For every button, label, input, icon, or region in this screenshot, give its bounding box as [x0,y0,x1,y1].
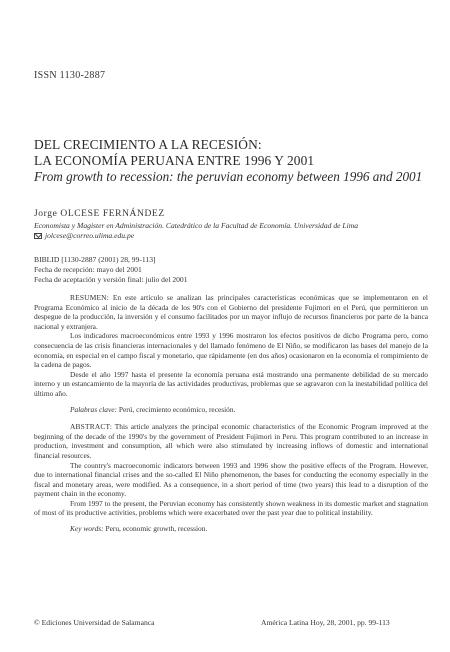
author-email[interactable]: jolcese@correo.ulima.edu.pe [45,231,135,240]
biblid-reference: BIBLID [1130-2887 (2001) 28, 99-113] [34,255,156,264]
journal-citation-footer: América Latina Hoy, 28, 2001, pp. 99-113 [261,618,390,627]
key-words: Key words: Peru, economic growth, recession. [70,524,208,534]
title-line: LA ECONOMÍA PERUANA ENTRE 1996 Y 2001 [34,153,315,168]
mail-icon [34,233,42,239]
publisher-footer: © Ediciones Universidad de Salamanca [34,618,155,627]
palabras-clave: Palabras clave: Perú, crecimiento económico, recesión. [70,404,236,414]
article-title-english: From growth to recession: the peruvian economy between 1996 and 2001 [34,169,423,184]
biblid-block [34,255,188,285]
resumen-paragraph: Desde el año 1997 hasta el presente la economía peruana está mostrando una permanente debilidad de su mercado interno y un estancamiento de la mayoría de las actividades productivas, problemas que se agravaron con la inestabilidad política del último año. [34,369,428,398]
author-description: Economista y Magister en Administración. Catedrático de la Facultad de Economía. Universidad de Lima [34,221,359,230]
palabras-clave-label: Palabras clave: [70,404,117,414]
title-line: DEL CRECIMIENTO A LA RECESIÓN: [34,137,262,152]
resumen-paragraph: Los indicadores macroeconómicos entre 1993 y 1996 mostraron los efectos positivos de dicho Programa pero, como consecuencia de las crisis financieras internacionales y del llamado fenómeno de El Niño, se modificaron las bases del manejo de la economía, en especial en el campo fiscal y monetario, que rápidamente (en dos años) ocasionaron en la economía el rompimiento de la cadena de pagos. [34,331,428,370]
abstract-paragraph: From 1997 to the present, the Peruvian economy has consistently shown weakness in its domestic market and stagnation of most of its productive activities, problems which were exacerbated over the past year due to political instability. [34,498,428,518]
abstract-paragraph: The country's macroeconomic indicators between 1993 and 1996 show the positive effects of the Program. However, due to international financial crises and the so-called El Niño phenomenon, the bases for conducting the economy especially in the fiscal and monetary areas, were modified. As a consequence, in a short period of time (two years) this lead to a disruption of the payment chain in the economy. [34,460,428,499]
resumen-label: RESUMEN: [70,293,109,302]
resumen-paragraph: RESUMEN: En este artículo se analizan las principales características económicas que se implementaron en el Programa Económico al inicio de la década de los 90's con el Gobierno del presidente Fujimori en el Perú, que permitieron un despegue de la producción, la inversión y el consumo facilitados por un mayor influjo de recursos financieros por parte de la banca nacional y extranjera. [34,293,428,331]
abstract-paragraph: ABSTRACT: This article analyzes the principal economic characteristics of the Economic Program improved at the beginning of the decade of the 1990's by the government of President Fujimori in Peru. This program contributed to an increase in production, investment and consumption, all which were also stimulated by increasing inflows of domestic and international financial resources. [34,422,428,460]
abstract-label: ABSTRACT: [70,422,113,432]
author-name: Jorge OLCESE FERNÁNDEZ [34,209,165,219]
key-words-label: Key words: [70,524,104,534]
reception-date: Fecha de recepción: mayo del 2001 [34,265,142,274]
abstracts [34,293,428,534]
acceptance-date: Fecha de aceptación y versión final: julio del 2001 [34,275,188,284]
article-title-spanish [34,137,314,169]
issn: ISSN 1130-2887 [34,70,106,81]
author-email-line [34,231,134,240]
